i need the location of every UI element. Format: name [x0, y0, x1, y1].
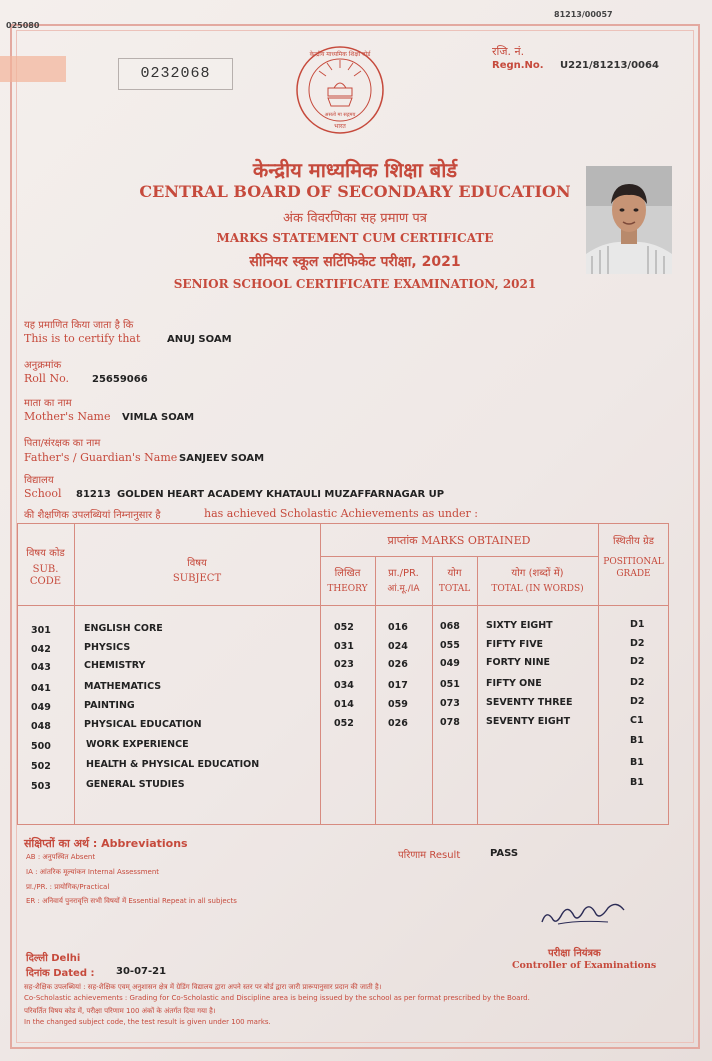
edge-sticker — [0, 56, 66, 82]
seal-bottom-text: भारत — [334, 123, 346, 130]
row-total: 068 — [440, 621, 460, 632]
row-code: 041 — [31, 683, 51, 694]
controller-title: Controller of Examinations — [512, 960, 657, 971]
row-grade: D2 — [630, 696, 645, 707]
cbse-seal-icon — [294, 44, 386, 136]
certify-label-hindi: यह प्रमाणित किया जाता है कि — [24, 320, 134, 331]
father-label-hindi: पिता/संरक्षक का नाम — [24, 438, 101, 449]
person-photo-icon — [586, 166, 672, 274]
board-title: CENTRAL BOARD OF SECONDARY EDUCATION — [139, 182, 571, 201]
row-practical: 059 — [388, 699, 408, 710]
abbrev-pr: प्रा./PR. : प्रायोगिक/Practical — [26, 883, 110, 891]
father-label: Father's / Guardian's Name — [24, 451, 178, 464]
row-code: 503 — [31, 781, 51, 792]
achieved-label: has achieved Scholastic Achievements as under : — [204, 507, 479, 520]
place: दिल्ली Delhi — [26, 953, 81, 964]
controller-hindi: परीक्षा नियंत्रक — [548, 948, 601, 959]
row-practical: 026 — [388, 718, 408, 729]
col-header-grade: POSITIONAL GRADE — [603, 557, 664, 579]
candidate-photo — [586, 166, 672, 274]
row-practical: 024 — [388, 641, 408, 652]
row-grade: D2 — [630, 677, 645, 688]
certify-label: This is to certify that — [24, 332, 141, 345]
row-total-words: SEVENTY THREE — [486, 697, 573, 708]
table-divider — [598, 523, 599, 825]
row-total: 073 — [440, 698, 460, 709]
row-theory: 034 — [334, 680, 354, 691]
row-total-words: SEVENTY EIGHT — [486, 716, 571, 727]
row-total: 078 — [440, 717, 460, 728]
row-code: 301 — [31, 625, 51, 636]
row-grade: B1 — [630, 777, 644, 788]
col-header-grade-hindi: स्थितीय ग्रेड — [613, 536, 654, 547]
mother-label: Mother's Name — [24, 410, 111, 423]
abbrev-heading: संक्षिप्तों का अर्थ : Abbreviations — [24, 837, 188, 850]
seal-motto: असतो मा सद्गमय — [324, 112, 356, 118]
row-subject: PHYSICAL EDUCATION — [84, 719, 202, 730]
mother-label-hindi: माता का नाम — [24, 398, 72, 409]
regn-label-hindi: रजि. नं. — [492, 45, 525, 58]
row-grade: D2 — [630, 656, 645, 667]
row-practical: 026 — [388, 659, 408, 670]
father-name: SANJEEV SOAM — [179, 453, 265, 464]
row-code: 042 — [31, 644, 51, 655]
signature-icon — [538, 896, 638, 932]
top-left-number: 025080 — [6, 21, 40, 30]
roll-label: Roll No. — [24, 372, 69, 385]
col-header-subject-hindi: विषय — [187, 558, 207, 569]
serial-number: 0232068 — [118, 58, 233, 90]
row-subject: WORK EXPERIENCE — [86, 739, 189, 750]
abbrev-er: ER : अनिवार्य पुनरावृत्ति सभी विषयों में Essential Repeat in all subjects — [26, 897, 237, 905]
col-header-marks: प्राप्तांक MARKS OBTAINED — [387, 534, 531, 547]
result-label: परिणाम Result — [398, 850, 461, 861]
board-title-hindi: केन्द्रीय माध्यमिक शिक्षा बोर्ड — [252, 158, 458, 182]
row-grade: D2 — [630, 638, 645, 649]
col-header-pr: प्रा./PR. — [388, 568, 419, 579]
mother-name: VIMLA SOAM — [122, 412, 195, 423]
regn-number: U221/81213/0064 — [560, 60, 659, 71]
achieved-label-hindi: की शैक्षणिक उपलब्धियां निम्नानुसार है — [24, 510, 161, 521]
row-subject: HEALTH & PHYSICAL EDUCATION — [86, 759, 260, 770]
col-header-words-hindi: योग (शब्दों में) — [511, 568, 564, 579]
row-code: 043 — [31, 662, 51, 673]
row-total-words: FIFTY FIVE — [486, 639, 544, 650]
row-total-words: FIFTY ONE — [486, 678, 542, 689]
col-header-ia: आं.मू./IA — [387, 584, 420, 594]
regn-label: Regn.No. — [492, 60, 544, 71]
row-code: 502 — [31, 761, 51, 772]
row-grade: C1 — [630, 715, 644, 726]
row-theory: 052 — [334, 718, 354, 729]
footnote: सह-शैक्षिक उपलब्धियां : सह-शैक्षिक एवम् अनुशासन क्षेत्र में ग्रेडिंग विद्यालय द्वारा अपने स्तर पर बोर्ड द्वारा जारी प्रारूपानुसार प्रदान की जाती है। — [24, 983, 382, 991]
row-subject: PHYSICS — [84, 642, 131, 653]
row-subject: MATHEMATICS — [84, 681, 162, 692]
col-header-code: SUB. CODE — [29, 564, 62, 587]
table-divider — [320, 556, 598, 557]
school-label-hindi: विद्यालय — [24, 475, 54, 486]
row-theory: 014 — [334, 699, 354, 710]
doc-title: MARKS STATEMENT CUM CERTIFICATE — [216, 231, 494, 245]
col-header-total: TOTAL — [438, 584, 471, 594]
school-label: School — [24, 487, 62, 500]
row-code: 049 — [31, 702, 51, 713]
abbrev-ab: AB : अनुपस्थित Absent — [26, 853, 96, 861]
footnote: परिवर्तित विषय कोड में, परीक्षा परिणाम 100 अंकों के अंतर्गत दिया गया है। — [24, 1007, 216, 1015]
school-name: GOLDEN HEART ACADEMY KHATAULI MUZAFFARNAGAR UP — [117, 489, 445, 500]
roll-label-hindi: अनुक्रमांक — [24, 360, 62, 371]
row-theory: 023 — [334, 659, 354, 670]
table-header-rule — [17, 605, 669, 606]
row-total: 049 — [440, 658, 460, 669]
col-header-subject: SUBJECT — [172, 573, 222, 584]
date-value: 30-07-21 — [116, 966, 167, 977]
row-total-words: FORTY NINE — [486, 657, 551, 668]
table-divider — [477, 556, 478, 825]
row-practical: 016 — [388, 622, 408, 633]
row-theory: 031 — [334, 641, 354, 652]
table-divider — [432, 556, 433, 825]
candidate-name: ANUJ SOAM — [167, 334, 232, 345]
dated-label: दिनांक Dated : — [26, 968, 95, 979]
col-header-code-hindi: विषय कोड — [26, 548, 65, 559]
row-grade: B1 — [630, 735, 644, 746]
roll-number: 25659066 — [92, 374, 148, 385]
exam-title-hindi: सीनियर स्कूल सर्टिफिकेट परीक्षा, 2021 — [249, 254, 461, 270]
row-subject: ENGLISH CORE — [84, 623, 163, 634]
row-theory: 052 — [334, 622, 354, 633]
row-practical: 017 — [388, 680, 408, 691]
row-subject: GENERAL STUDIES — [86, 779, 185, 790]
top-right-number: 81213/00057 — [554, 10, 613, 19]
col-header-words: TOTAL (IN WORDS) — [491, 584, 584, 594]
row-total: 051 — [440, 679, 460, 690]
abbrev-ia: IA : आंतरिक मूल्यांकन Internal Assessment — [26, 868, 160, 876]
exam-title: SENIOR SCHOOL CERTIFICATE EXAMINATION, 2021 — [173, 277, 537, 291]
row-code: 048 — [31, 721, 51, 732]
seal-hindi-text: केन्द्रीय माध्यमिक शिक्षा बोर्ड — [309, 51, 371, 58]
footnote: Co-Scholastic achievements : Grading for Co-Scholastic and Discipline area is being issued by the school as per format prescribed by the Board. — [24, 994, 530, 1002]
row-subject: PAINTING — [84, 700, 135, 711]
col-header-theory: THEORY — [327, 584, 368, 594]
row-grade: B1 — [630, 757, 644, 768]
row-grade: D1 — [630, 619, 645, 630]
result-value: PASS — [490, 848, 519, 859]
doc-title-hindi: अंक विवरणिका सह प्रमाण पत्र — [283, 211, 427, 226]
col-header-theory-hindi: लिखित — [334, 568, 361, 579]
row-code: 500 — [31, 741, 51, 752]
row-subject: CHEMISTRY — [84, 660, 146, 671]
row-total-words: SIXTY EIGHT — [486, 620, 553, 631]
row-total: 055 — [440, 640, 460, 651]
col-header-total-hindi: योग — [447, 568, 462, 579]
table-divider — [375, 556, 376, 825]
school-code: 81213 — [76, 489, 111, 500]
footnote: In the changed subject code, the test result is given under 100 marks. — [24, 1018, 271, 1026]
